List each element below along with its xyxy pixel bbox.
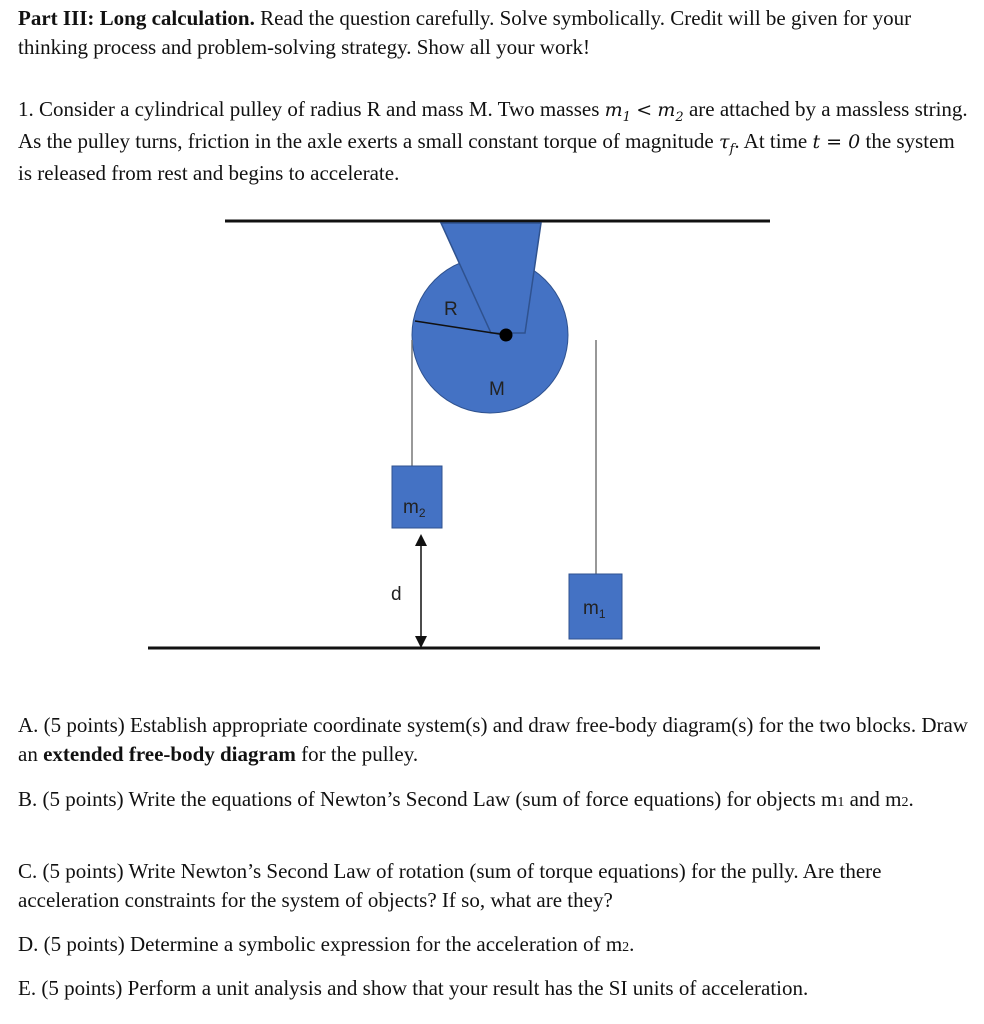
friction-torque: $\tau_f$ [719, 131, 735, 157]
problem-text-3: . At time [734, 129, 808, 153]
question-b: B. (5 points) Write the equations of Newton’s Second Law (sum of force equations) for objects m1 and m2. [18, 787, 914, 811]
distance-label: d [391, 584, 402, 605]
radius-label: R [444, 299, 458, 320]
question-a-bold: extended free-body diagram [43, 742, 296, 766]
question-d-m2: m2 [605, 932, 630, 956]
question-a: A. (5 points) Establish appropriate coordinate system(s) and draw free-body diagram(s) for the two blocks. Draw an extended free-body diagram for the pulley. [18, 713, 968, 766]
question-c: C. (5 points) Write Newton’s Second Law of rotation (sum of torque equations) for the pully. Are there acceleration constraints for the system of objects? If so, what are they? [18, 859, 882, 912]
problem-text-1: Consider a cylindrical pulley of radius R and mass M. Two masses [39, 97, 600, 121]
problem-text-2: are attached by a massless string. As the pulley turns, friction in the axle exerts a small constant torque of magnitude [18, 97, 968, 153]
part-instructions: Read the question carefully. Solve symbolically. Credit will be given for your thinking process and problem-solving strategy. Show all your work! [18, 6, 912, 59]
part-title: Part III: Long calculation. [18, 6, 255, 30]
question-e: E. (5 points) Perform a unit analysis and show that your result has the SI units of acceleration. [18, 976, 809, 1000]
pulley-mass-label: M [489, 379, 505, 400]
problem-statement [18, 95, 968, 188]
mass-m2: $m_2$ [657, 99, 684, 125]
problem-text-4: the system is released from rest and begins to accelerate. [18, 129, 955, 185]
axle-dot [500, 329, 513, 342]
pulley-diagram [0, 190, 984, 670]
time-zero: t = 0 [812, 131, 861, 153]
block-m2-label: $m_2$ [403, 497, 426, 520]
problem-number: 1. [18, 97, 34, 121]
distance-arrow-up [415, 534, 427, 546]
question-b-m1: m1 [821, 787, 845, 811]
distance-arrow-down [415, 636, 427, 648]
question-d: D. (5 points) Determine a symbolic expression for the acceleration of m2. [18, 932, 635, 956]
question-b-m2: m2 [885, 787, 909, 811]
less-than: < [636, 99, 653, 121]
mass-m1: $m_1$ [604, 99, 631, 125]
part-header [18, 4, 968, 62]
block-m1-label: $m_1$ [583, 598, 606, 621]
